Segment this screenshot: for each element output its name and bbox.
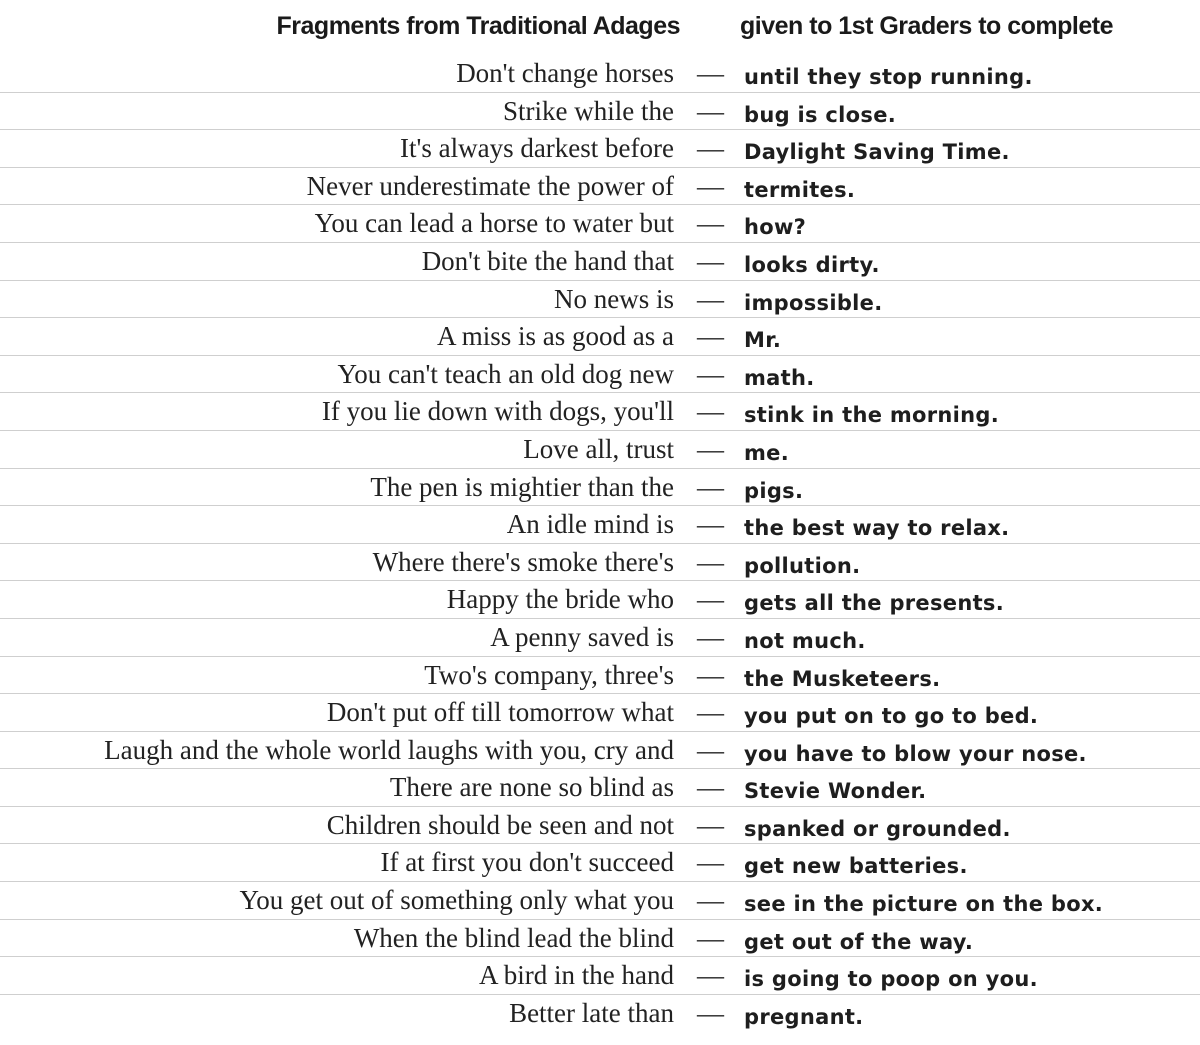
em-dash-separator: — (697, 283, 724, 314)
table-row (0, 130, 1200, 168)
child-completion: termites. (744, 177, 856, 202)
em-dash-separator: — (697, 396, 724, 427)
child-completion: impossible. (744, 290, 883, 315)
adage-fragment: You can't teach an old dog new (337, 358, 674, 389)
child-completion: spanked or grounded. (744, 816, 1011, 841)
table-row (0, 882, 1200, 920)
em-dash-separator: — (697, 621, 724, 652)
em-dash-separator: — (697, 922, 724, 953)
table-row (0, 807, 1200, 845)
child-completion: how? (744, 215, 807, 240)
table-row (0, 93, 1200, 131)
child-completion: bug is close. (744, 102, 897, 127)
adage-fragment: A penny saved is (490, 621, 674, 652)
child-completion: stink in the morning. (744, 403, 1000, 428)
adage-fragment: You can lead a horse to water but (314, 208, 674, 239)
child-completion: is going to poop on you. (744, 967, 1038, 992)
table-row (0, 694, 1200, 732)
adage-fragment: Laugh and the whole world laughs with you, cry and (104, 734, 674, 765)
table-row (0, 844, 1200, 882)
em-dash-separator: — (697, 659, 724, 690)
child-completion: gets all the presents. (744, 591, 1004, 616)
table-row (0, 544, 1200, 582)
child-completion: looks dirty. (744, 252, 880, 277)
adage-fragment: Never underestimate the power of (306, 170, 674, 201)
adages-column-heading: Fragments from Traditional Adages (276, 12, 680, 40)
em-dash-separator: — (697, 245, 724, 276)
adage-fragment: Strike while the (503, 95, 674, 126)
adage-fragment: Two's company, three's (424, 659, 674, 690)
completions-column-heading: given to 1st Graders to complete (740, 12, 1113, 40)
child-completion: the best way to relax. (744, 516, 1010, 541)
adage-fragment: A bird in the hand (479, 960, 674, 991)
table-row (0, 769, 1200, 807)
table-row (0, 356, 1200, 394)
table-row (0, 995, 1200, 1033)
table-row (0, 168, 1200, 206)
table-row (0, 431, 1200, 469)
em-dash-separator: — (697, 997, 724, 1028)
table-row (0, 657, 1200, 695)
child-completion: the Musketeers. (744, 666, 941, 691)
table-row (0, 957, 1200, 995)
child-completion: pregnant. (744, 1004, 864, 1029)
em-dash-separator: — (697, 208, 724, 239)
child-completion: get new batteries. (744, 854, 968, 879)
adage-list (0, 55, 1200, 1032)
child-completion: you put on to go to bed. (744, 704, 1039, 729)
child-completion: until they stop running. (744, 65, 1033, 89)
child-completion: you have to blow your nose. (744, 741, 1087, 766)
adage-fragment: Love all, trust (523, 433, 674, 464)
adage-fragment: An idle mind is (506, 509, 674, 540)
adage-fragment: The pen is mightier than the (370, 471, 674, 502)
table-row (0, 469, 1200, 507)
child-completion: Daylight Saving Time. (744, 140, 1010, 165)
table-row (0, 318, 1200, 356)
adage-fragment: Where there's smoke there's (372, 546, 674, 577)
table-row (0, 55, 1200, 93)
adage-fragment: Happy the bride who (446, 584, 674, 615)
table-header (0, 12, 1200, 48)
em-dash-separator: — (697, 809, 724, 840)
em-dash-separator: — (697, 95, 724, 126)
child-completion: pollution. (744, 553, 861, 578)
table-row (0, 920, 1200, 958)
child-completion: me. (744, 440, 790, 465)
child-completion: math. (744, 365, 815, 390)
em-dash-separator: — (697, 734, 724, 765)
child-completion: see in the picture on the box. (744, 892, 1104, 917)
adage-fragment: If you lie down with dogs, you'll (321, 396, 674, 427)
em-dash-separator: — (697, 546, 724, 577)
child-completion: get out of the way. (744, 929, 974, 954)
em-dash-separator: — (697, 433, 724, 464)
em-dash-separator: — (697, 697, 724, 728)
em-dash-separator: — (697, 170, 724, 201)
adage-fragment: Don't put off till tomorrow what (326, 697, 674, 728)
em-dash-separator: — (697, 885, 724, 916)
em-dash-separator: — (697, 584, 724, 615)
em-dash-separator: — (697, 358, 724, 389)
adage-fragment: Don't bite the hand that (421, 245, 674, 276)
child-completion: not much. (744, 628, 866, 653)
adage-fragment: Children should be seen and not (326, 809, 674, 840)
em-dash-separator: — (697, 960, 724, 991)
adage-fragment: It's always darkest before (399, 133, 674, 164)
table-row (0, 393, 1200, 431)
adage-fragment: You get out of something only what you (239, 885, 674, 916)
table-row (0, 243, 1200, 281)
em-dash-separator: — (697, 471, 724, 502)
child-completion: pigs. (744, 478, 804, 503)
em-dash-separator: — (697, 509, 724, 540)
table-row (0, 506, 1200, 544)
adage-fragment: Better late than (509, 997, 674, 1028)
adage-fragment: A miss is as good as a (436, 321, 674, 352)
em-dash-separator: — (697, 133, 724, 164)
table-row (0, 619, 1200, 657)
adage-fragment: There are none so blind as (389, 772, 674, 803)
child-completion: Mr. (744, 328, 782, 353)
em-dash-separator: — (697, 772, 724, 803)
em-dash-separator: — (697, 321, 724, 352)
table-row (0, 205, 1200, 243)
adage-fragment: Don't change horses (456, 58, 674, 88)
em-dash-separator: — (697, 847, 724, 878)
em-dash-separator: — (697, 58, 724, 88)
table-row (0, 581, 1200, 619)
table-row (0, 732, 1200, 770)
adage-fragment: If at first you don't succeed (380, 847, 674, 878)
adage-fragment: No news is (554, 283, 674, 314)
child-completion: Stevie Wonder. (744, 779, 927, 804)
table-row (0, 281, 1200, 319)
adage-fragment: When the blind lead the blind (353, 922, 674, 953)
